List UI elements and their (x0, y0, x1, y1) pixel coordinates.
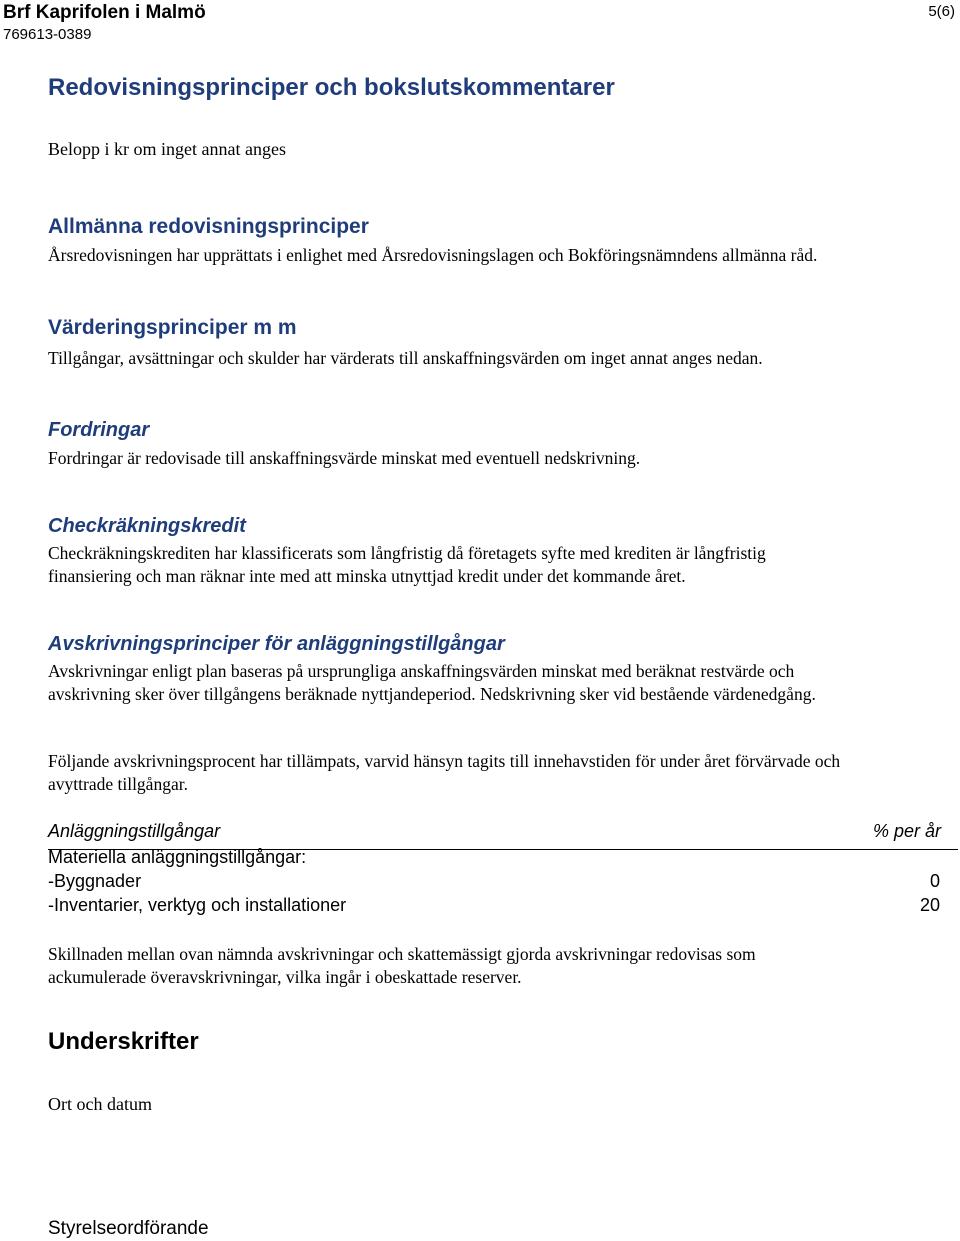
depreciation-rates-line-1: Följande avskrivningsprocent har tillämpats, varvid hänsyn tagits till innehavstiden för under året förvärvade och (48, 751, 841, 771)
company-name: Brf Kaprifolen i Malmö (3, 2, 206, 23)
signer-role: Styrelseordförande (48, 1218, 209, 1239)
column-header-percent: % per år (872, 821, 941, 841)
untaxed-reserves-text-line-1: Skillnaden mellan ovan nämnda avskrivningar och skattemässigt gjorda avskrivningar redovisas som (48, 944, 756, 964)
depreciation-text-line-1: Avskrivningar enligt plan baseras på ursprungliga anskaffningsvärden minskat med beräknat restvärde och (48, 661, 795, 681)
table-row (48, 895, 940, 917)
page-title: Redovisningsprinciper och bokslutskommentarer (48, 74, 615, 101)
asset-rate: 0 (929, 871, 940, 891)
asset-rate: 20 (919, 895, 940, 915)
valuation-principles-text: Tillgångar, avsättningar och skulder har värderats till anskaffningsvärden om inget annat anges nedan. (48, 348, 763, 368)
valuation-principles-heading: Värderingsprinciper m m (48, 316, 297, 339)
receivables-text: Fordringar är redovisade till anskaffningsvärde minskat med eventuell nedskrivning. (48, 448, 641, 468)
signatures-heading: Underskrifter (48, 1028, 199, 1055)
overdraft-text-line-1: Checkräkningskrediten har klassificerats som långfristig då företagets syfte med krediten är långfristig (48, 543, 766, 563)
table-row (48, 871, 940, 893)
overdraft-heading: Checkräkningskredit (48, 515, 246, 537)
depreciation-text-line-2: avskrivning sker över tillgångens beräknade nyttjandeperiod. Nedskrivning sker vid bestående värdenedgång. (48, 684, 816, 704)
asset-label: -Inventarier, verktyg och installationer (48, 895, 347, 915)
assets-table-header (48, 821, 958, 850)
amount-note: Belopp i kr om inget annat anges (48, 139, 286, 159)
tangible-assets-group-label: Materiella anläggningstillgångar: (48, 847, 307, 867)
untaxed-reserves-text-line-2: ackumulerade överavskrivningar, vilka ingår i obeskattade reserver. (48, 967, 522, 987)
column-header-asset: Anläggningstillgångar (48, 821, 221, 841)
general-principles-heading: Allmänna redovisningsprinciper (48, 215, 369, 238)
asset-label: -Byggnader (48, 871, 142, 891)
page-number: 5(6) (928, 3, 955, 20)
receivables-heading: Fordringar (48, 419, 150, 441)
place-and-date-label: Ort och datum (48, 1094, 152, 1114)
org-number: 769613-0389 (3, 26, 92, 43)
overdraft-text-line-2: finansiering och man räknar inte med att minska utnyttjad kredit under det kommande året. (48, 566, 686, 586)
general-principles-text: Årsredovisningen har upprättats i enlighet med Årsredovisningslagen och Bokföringsnämndens allmänna råd. (48, 245, 818, 265)
depreciation-heading: Avskrivningsprinciper för anläggningstillgångar (48, 633, 505, 655)
depreciation-rates-line-2: avyttrade tillgångar. (48, 774, 188, 794)
